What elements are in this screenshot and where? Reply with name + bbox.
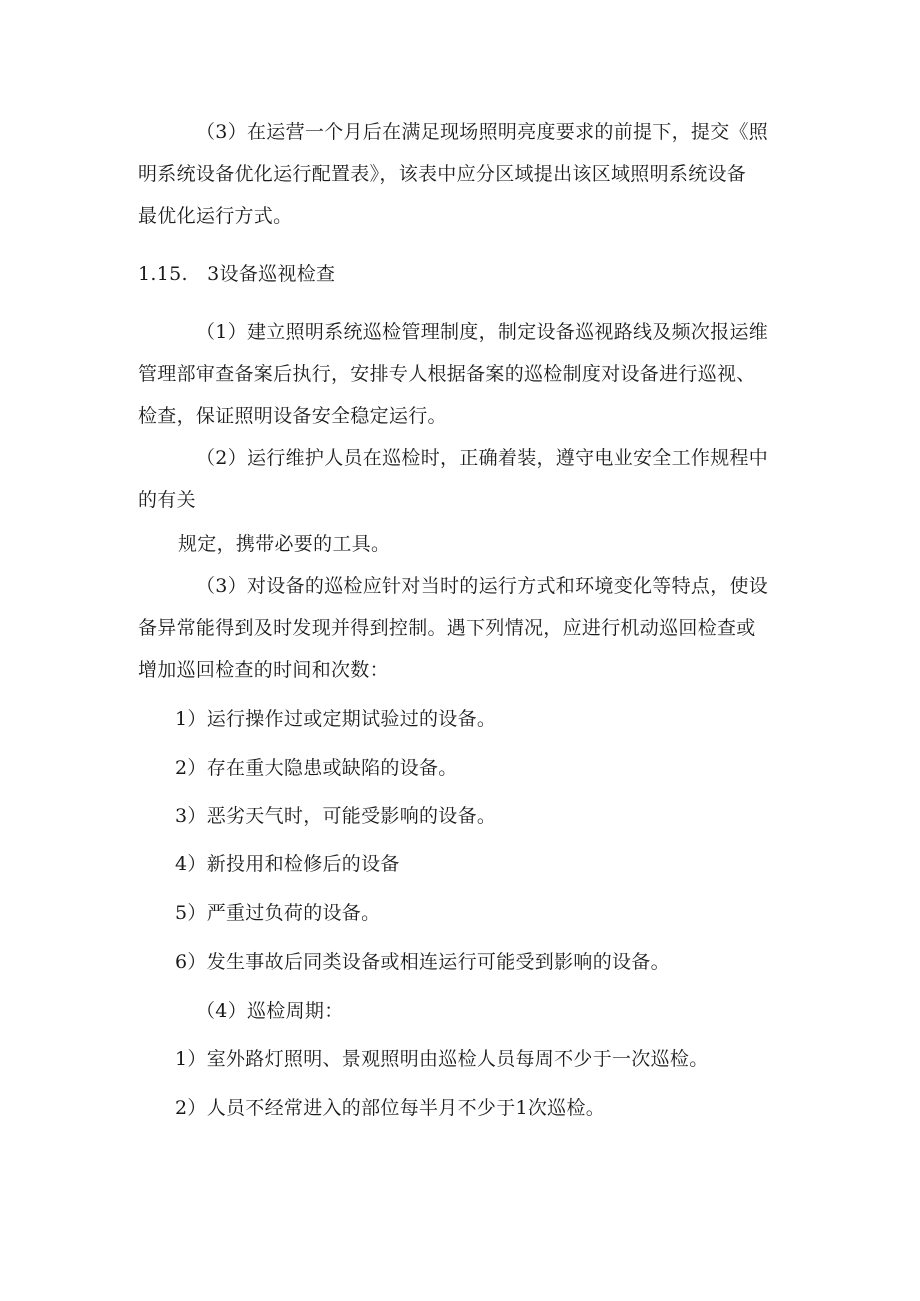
paragraph-line: 备异常能得到及时发现并得到控制。遇下列情况，应进行机动巡回检查或 [138, 617, 756, 639]
list-item: 5）严重过负荷的设备。 [175, 902, 381, 924]
paragraph-line: 增加巡回检查的时间和次数： [138, 659, 389, 681]
paragraph-line: 检查，保证照明设备安全稳定运行。 [138, 405, 447, 427]
list-item: 6）发生事故后同类设备或相连运行可能受到影响的设备。 [175, 951, 670, 973]
paragraph-line: 明系统设备优化运行配置表》，该表中应分区域提出该区域照明系统设备 [138, 163, 747, 185]
paragraph-line: 的有关 [138, 489, 196, 511]
section-heading: 1.15. 3设备巡视检查 [138, 263, 336, 285]
list-item: 2）人员不经常进入的部位每半月不少于1次巡检。 [175, 1097, 606, 1119]
paragraph-line: 管理部审查备案后执行，安排专人根据备案的巡检制度对设备进行巡视、 [138, 363, 756, 385]
paragraph-line: （3）在运营一个月后在满足现场照明亮度要求的前提下，提交《照 [196, 121, 769, 143]
subsection-heading: （4）巡检周期： [196, 1000, 344, 1022]
paragraph-line: 最优化运行方式。 [138, 205, 293, 227]
list-item: 2）存在重大隐患或缺陷的设备。 [175, 757, 458, 779]
list-item: 1）室外路灯照明、景观照明由巡检人员每周不少于一次巡检。 [175, 1048, 709, 1070]
list-item: 1）运行操作过或定期试验过的设备。 [175, 708, 497, 730]
list-item: 3）恶劣天气时，可能受影响的设备。 [175, 805, 497, 827]
paragraph-line: （2）运行维护人员在巡检时，正确着装，遵守电业安全工作规程中 [196, 447, 769, 469]
paragraph-line: 规定，携带必要的工具。 [178, 533, 391, 555]
paragraph-line: （3）对设备的巡检应针对当时的运行方式和环境变化等特点，使设 [196, 575, 769, 597]
list-item: 4）新投用和检修后的设备 [175, 853, 400, 875]
paragraph-line: （1）建立照明系统巡检管理制度，制定设备巡视路线及频次报运维 [196, 321, 769, 343]
